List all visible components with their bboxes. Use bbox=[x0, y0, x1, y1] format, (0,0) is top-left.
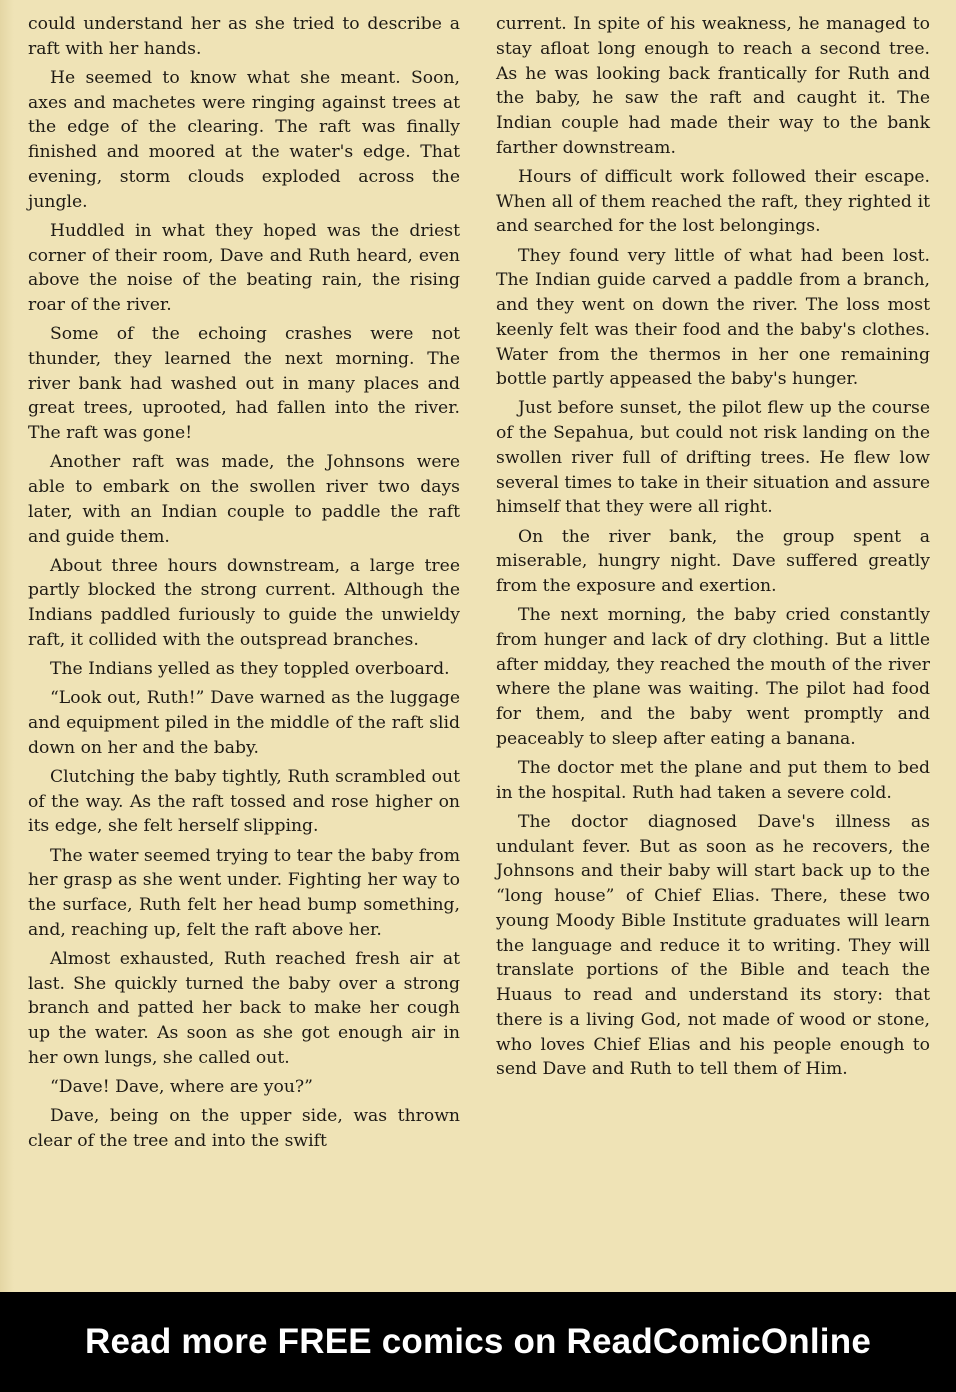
paragraph: About three hours downstream, a large tree partly blocked the strong current. Although the Indians paddled furiously to guide the unwieldy raft, it collided with the outspread branches. bbox=[28, 555, 460, 650]
paragraph: Dave, being on the upper side, was thrown clear of the tree and into the swift bbox=[28, 1106, 460, 1151]
paragraph: The Indians yelled as they toppled overboard. bbox=[50, 659, 450, 680]
paragraph: Just before sunset, the pilot flew up the course of the Sepahua, but could not risk landing on the swollen river full of drifting trees. He flew low several times to take in their situation and assure himself that they were all right. bbox=[496, 398, 930, 518]
paragraph: “Dave! Dave, where are you?” bbox=[50, 1077, 313, 1098]
promo-banner bbox=[0, 1292, 956, 1392]
paragraph: The doctor diagnosed Dave's illness as undulant fever. But as soon as he recovers, the Johnsons and their baby will start back up to the “long house” of Chief Elias. There, these two young Moody Bible Institute graduates will learn the language and reduce it to writing. They will translate portions of the Bible and teach the Huaus to read and understand its story: that there is a living God, not made of wood or stone, who loves Chief Elias and his people enough to send Dave and Ruth to tell them of Him. bbox=[496, 811, 930, 1080]
paragraph: They found very little of what had been lost. The Indian guide carved a paddle from a branch, and they went on down the river. The loss most keenly felt was their food and the baby's clothes. Water from the thermos in her one remaining bottle partly appeased the baby's hunger. bbox=[496, 245, 930, 390]
paragraph: Another raft was made, the Johnsons were able to embark on the swollen river two days later, with an Indian couple to paddle the raft and guide them. bbox=[28, 452, 460, 547]
right-text-column bbox=[496, 12, 930, 1087]
promo-banner-text: Read more FREE comics on ReadComicOnline bbox=[85, 1322, 871, 1361]
paragraph: He seemed to know what she meant. Soon, axes and machetes were ringing against trees at the edge of the clearing. The raft was finally finished and moored at the water's edge. That evening, storm clouds exploded across the jungle. bbox=[28, 67, 460, 212]
paragraph: current. In spite of his weakness, he managed to stay afloat long enough to reach a second tree. As he was looking back frantically for Ruth and the baby, he saw the raft and caught it. The Indian couple had made their way to the bank farther downstream. bbox=[496, 14, 930, 158]
left-text-column bbox=[28, 12, 460, 1158]
paragraph: Huddled in what they hoped was the driest corner of their room, Dave and Ruth heard, even above the noise of the beating rain, the rising roar of the river. bbox=[28, 220, 460, 316]
paragraph: The doctor met the plane and put them to bed in the hospital. Ruth had taken a severe cold. bbox=[496, 758, 930, 803]
paragraph: Some of the echoing crashes were not thunder, they learned the next morning. The river bank had washed out in many places and great trees, uprooted, had fallen into the river. The raft was gone! bbox=[28, 324, 460, 444]
paragraph: could understand her as she tried to describe a raft with her hands. bbox=[28, 14, 460, 59]
paragraph: The water seemed trying to tear the baby from her grasp as she went under. Fighting her way to the surface, Ruth felt her head bump something, and, reaching up, felt the raft above her. bbox=[28, 845, 460, 940]
paragraph: On the river bank, the group spent a miserable, hungry night. Dave suffered greatly from the exposure and exertion. bbox=[496, 526, 930, 597]
paragraph: Almost exhausted, Ruth reached fresh air at last. She quickly turned the baby over a strong branch and patted her back to make her cough up the water. As soon as she got enough air in her own lungs, she called out. bbox=[28, 948, 460, 1068]
paragraph: Clutching the baby tightly, Ruth scrambled out of the way. As the raft tossed and rose higher on its edge, she felt herself slipping. bbox=[28, 766, 460, 837]
paragraph: Hours of difficult work followed their escape. When all of them reached the raft, they righted it and searched for the lost belongings. bbox=[496, 166, 930, 237]
paragraph: The next morning, the baby cried constantly from hunger and lack of dry clothing. But a little after midday, they reached the mouth of the river where the plane was waiting. The pilot had food for them, and the baby went promptly and peaceably to sleep after eating a banana. bbox=[496, 605, 930, 749]
paragraph: “Look out, Ruth!” Dave warned as the luggage and equipment piled in the middle of the raft slid down on her and the baby. bbox=[28, 688, 460, 758]
